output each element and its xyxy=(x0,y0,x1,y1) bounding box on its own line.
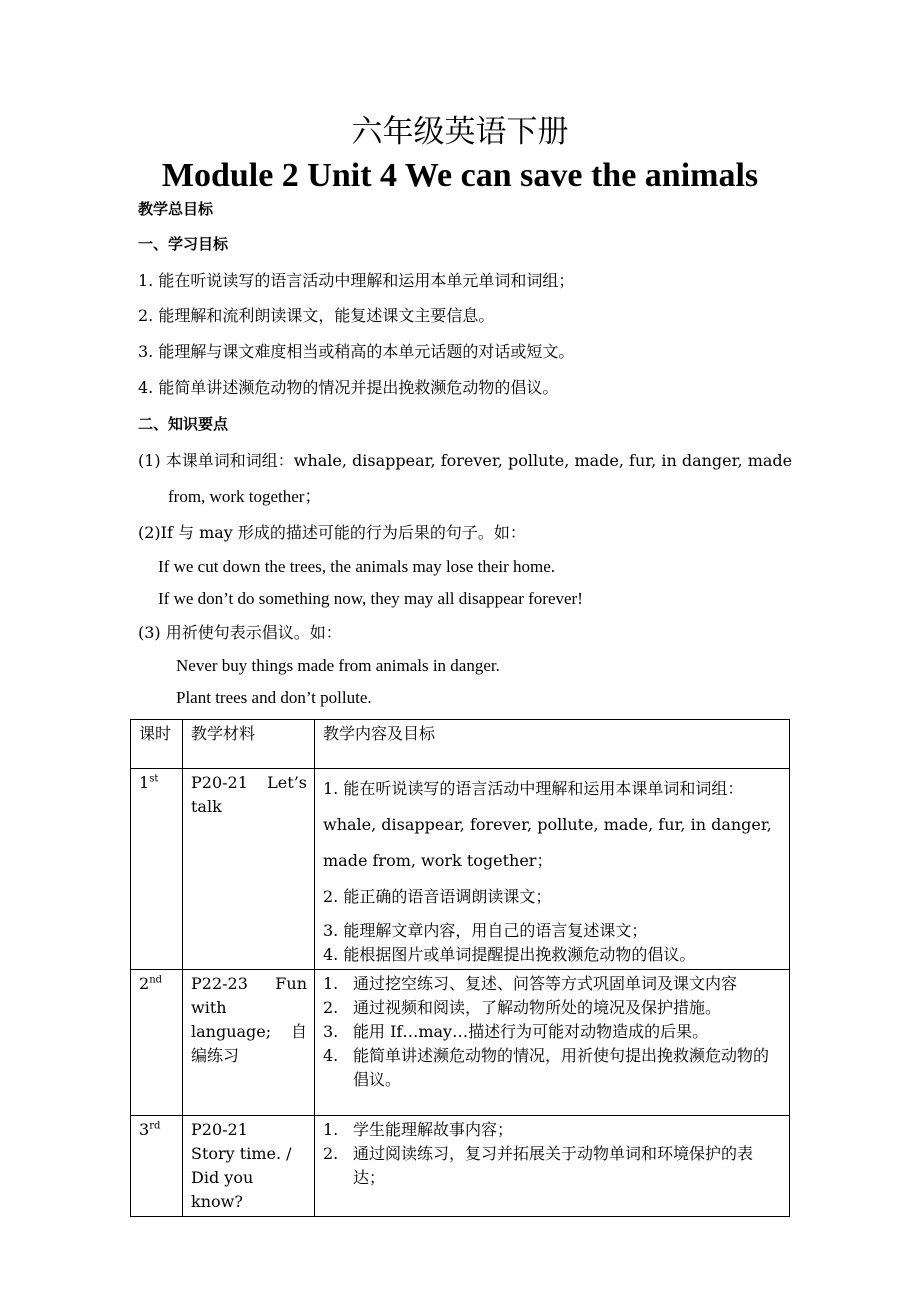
page-title-english: Module 2 Unit 4 We can save the animals xyxy=(161,157,759,194)
knowledge-point-1: (1) 本课单词和词组：whale, disappear, forever, pollute, made, fur, in danger, made xyxy=(138,451,793,470)
header-period: 课时 xyxy=(131,720,183,769)
material-cell: P22-23 Fun with language; 自编练习 xyxy=(183,970,315,1116)
goal-item: 1. 能在听说读写的语言活动中理解和运用本单元单词和词组； xyxy=(138,271,575,290)
table-row xyxy=(131,769,790,970)
material-cell: P20-21 Story time. / Did you know? xyxy=(183,1116,315,1217)
example-sentence: Plant trees and don’t pollute. xyxy=(176,688,372,707)
section2-heading: 二、知识要点 xyxy=(138,415,229,433)
period-cell: 1st xyxy=(131,769,183,970)
material-cell: P20-21 Let’s talk xyxy=(183,769,315,970)
knowledge-point-3: (3) 用祈使句表示倡议。如： xyxy=(138,623,342,642)
example-sentence: If we cut down the trees, the animals may lose their home. xyxy=(158,557,556,576)
goal-item: 3. 能理解与课文难度相当或稍高的本单元话题的对话或短文。 xyxy=(138,342,575,361)
goal-item: 4. 能简单讲述濒危动物的情况并提出挽救濒危动物的倡议。 xyxy=(138,378,559,397)
content-cell: 1. 能在听说读写的语言活动中理解和运用本课单词和词组：whale, disappear, forever, pollute, made, fur, in danger, made from, work together； 2. 能正确的语音语调朗读课文； 3. 能理解文章内容，用自己的语言复述课文； 4. 能根据图片或单词提醒提出挽救濒危动物的倡议。 xyxy=(315,769,790,970)
table-header-row xyxy=(131,720,790,769)
header-material: 教学材料 xyxy=(183,720,315,769)
page-title-chinese: 六年级英语下册 xyxy=(351,114,569,150)
period-cell: 3rd xyxy=(131,1116,183,1217)
header-content: 教学内容及目标 xyxy=(315,720,790,769)
lesson-plan-table xyxy=(130,719,790,1217)
example-sentence: Never buy things made from animals in danger. xyxy=(176,656,500,675)
example-sentence: If we don’t do something now, they may all disappear forever! xyxy=(158,589,583,608)
period-cell: 2nd xyxy=(131,970,183,1116)
content-cell: 1. 学生能理解故事内容； 2. 通过阅读练习，复习并拓展关于动物单词和环境保护的表达； xyxy=(315,1116,790,1217)
overall-goal-heading: 教学总目标 xyxy=(138,200,214,218)
knowledge-point-2: (2)If 与 may 形成的描述可能的行为后果的句子。如： xyxy=(138,523,526,542)
table-row xyxy=(131,970,790,1116)
goal-item: 2. 能理解和流利朗读课文，能复述课文主要信息。 xyxy=(138,306,495,325)
table-row xyxy=(131,1116,790,1217)
knowledge-point-1-cont: from, work together； xyxy=(168,487,322,506)
section1-heading: 一、学习目标 xyxy=(138,235,229,253)
content-cell: 1. 通过挖空练习、复述、问答等方式巩固单词及课文内容 2. 通过视频和阅读，了解动物所处的境况及保护措施。 3. 能用 If…may…描述行为可能对动物造成的后果。 4. 能简单讲述濒危动物的情况，用祈使句提出挽救濒危动物的倡议。 xyxy=(315,970,790,1116)
